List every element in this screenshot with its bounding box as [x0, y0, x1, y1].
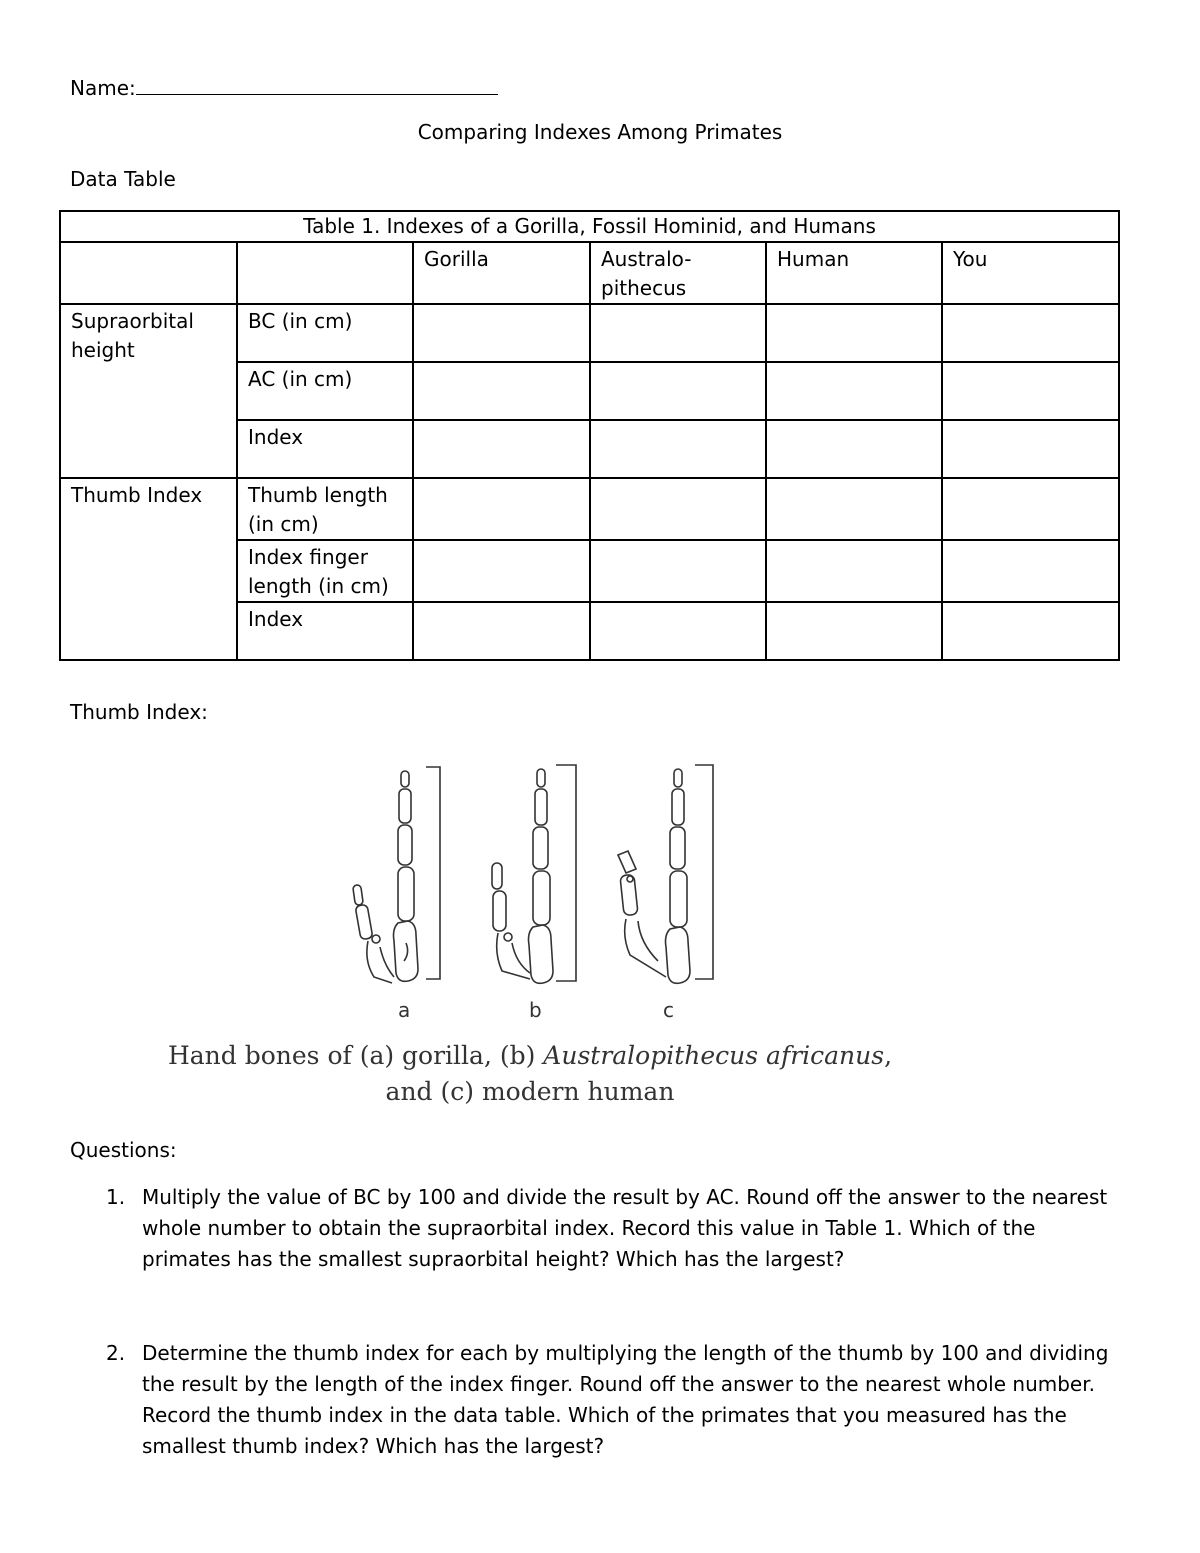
panel-label-c: c: [663, 998, 674, 1022]
entry-cell[interactable]: [590, 362, 766, 420]
question-number: 2.: [106, 1341, 126, 1365]
column-header-human: Human: [766, 242, 942, 304]
entry-cell[interactable]: [590, 420, 766, 478]
question-item: [70, 1338, 1130, 1462]
caption-text: Hand bones of (a) gorilla, (b): [167, 1041, 544, 1070]
caption-text: ,: [884, 1041, 893, 1070]
hand-bones-australopithecus-illustration: [492, 765, 576, 983]
entry-cell[interactable]: [413, 478, 590, 540]
entry-cell[interactable]: [590, 602, 766, 660]
figure-caption-line1: [0, 1038, 1060, 1074]
column-header-gorilla: Gorilla: [413, 242, 590, 304]
row-label-bc: BC (in cm): [237, 304, 413, 362]
row-label-thumb-length: [237, 478, 413, 540]
entry-cell[interactable]: [942, 420, 1119, 478]
group-label-supraorbital: [60, 304, 237, 478]
header-blank-cell: [237, 242, 413, 304]
column-header-australopithecus: [590, 242, 766, 304]
row-label-ac: AC (in cm): [237, 362, 413, 420]
entry-cell[interactable]: [413, 420, 590, 478]
entry-cell[interactable]: [766, 362, 942, 420]
entry-cell[interactable]: [413, 540, 590, 602]
entry-cell[interactable]: [766, 304, 942, 362]
name-blank-line[interactable]: [136, 72, 498, 95]
entry-cell[interactable]: [590, 304, 766, 362]
question-item: [70, 1182, 1130, 1275]
entry-cell[interactable]: [590, 478, 766, 540]
thumb-index-label: Thumb Index:: [70, 700, 208, 724]
entry-cell[interactable]: [590, 540, 766, 602]
figure-caption: [0, 1038, 1060, 1110]
entry-cell[interactable]: [766, 478, 942, 540]
data-table: [59, 210, 1120, 661]
entry-cell[interactable]: [766, 420, 942, 478]
entry-cell[interactable]: [942, 362, 1119, 420]
question-number: 1.: [106, 1185, 126, 1209]
table-caption: Table 1. Indexes of a Gorilla, Fossil Hominid, and Humans: [60, 211, 1119, 242]
hand-bones-gorilla-illustration: [353, 767, 440, 983]
row-label-thumb-index: Index: [237, 602, 413, 660]
entry-cell[interactable]: [942, 540, 1119, 602]
questions-list: [70, 1182, 1130, 1462]
entry-cell[interactable]: [766, 602, 942, 660]
group-label-thumb-index: Thumb Index: [60, 478, 237, 660]
entry-cell[interactable]: [942, 602, 1119, 660]
question-text: Multiply the value of BC by 100 and divide the result by AC. Round off the answer to the nearest whole number to obtain the supraorbital index. Record this value in Table 1. Which of the primates has the smallest supraorbital height? Which has the largest?: [142, 1185, 1108, 1271]
hand-bones-human-illustration: [618, 765, 713, 983]
question-text: Determine the thumb index for each by multiplying the length of the thumb by 100 and dividing the result by the length of the index finger. Round off the answer to the nearest whole number. Record the thumb index in the data table. Which of the primates that you measured has the smallest thumb index? Which has the largest?: [142, 1341, 1109, 1458]
group-label-text: Supraorbital height: [71, 309, 194, 362]
entry-cell[interactable]: [413, 602, 590, 660]
row-label-supraorbital-index: Index: [237, 420, 413, 478]
entry-cell[interactable]: [942, 304, 1119, 362]
header-blank-cell: [60, 242, 237, 304]
panel-label-a: a: [398, 998, 411, 1022]
figure-caption-line2: and (c) modern human: [385, 1077, 675, 1106]
column-header-text: Australo- pithecus: [601, 247, 692, 300]
row-label-text: Index finger length (in cm): [248, 545, 389, 598]
name-label: Name:: [70, 76, 136, 100]
entry-cell[interactable]: [766, 540, 942, 602]
entry-cell[interactable]: [413, 362, 590, 420]
entry-cell[interactable]: [413, 304, 590, 362]
name-row: [70, 72, 498, 103]
entry-cell[interactable]: [942, 478, 1119, 540]
questions-label: Questions:: [70, 1138, 177, 1162]
row-label-text: Thumb length (in cm): [248, 483, 388, 536]
caption-species-name: Australopithecus africanus: [543, 1041, 885, 1070]
page-title: Comparing Indexes Among Primates: [417, 120, 783, 144]
panel-label-b: b: [529, 998, 542, 1022]
data-table-label: Data Table: [70, 167, 176, 191]
column-header-you: You: [942, 242, 1119, 304]
row-label-index-finger-length: [237, 540, 413, 602]
